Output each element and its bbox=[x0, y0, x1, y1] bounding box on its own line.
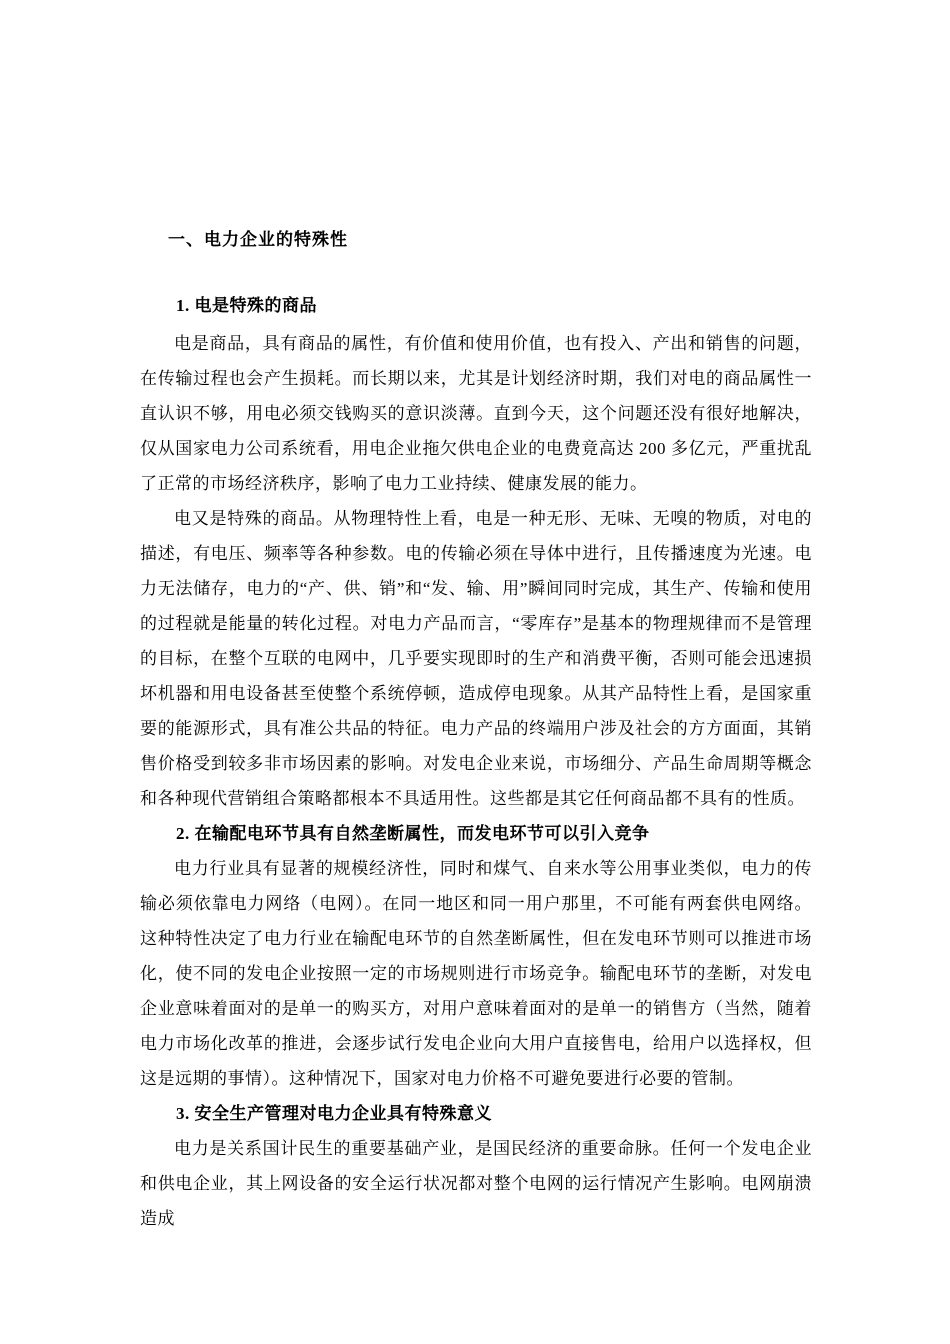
document-title: 一、电力企业的特殊性 bbox=[168, 230, 348, 249]
section-3-heading: 3. 安全生产管理对电力企业具有特殊意义 bbox=[176, 1104, 492, 1123]
paragraph: 电力行业具有显著的规模经济性，同时和煤气、自来水等公用事业类似，电力的传输必须依靠电力网络（电网）。在同一地区和同一用户那里，不可能有两套供电网络。这种特性决定了电力行业在输配电环节的自然垄断属性，但在发电环节则可以推进市场化，使不同的发电企业按照一定的市场规则进行市场竞争。输配电环节的垄断，对发电企业意味着面对的是单一的购买方，对用户意味着面对的是单一的销售方（当然，随着电力市场化改革的推进，会逐步试行发电企业向大用户直接售电，给用户以选择权，但这是远期的事情）。这种情况下，国家对电力价格不可避免要进行必要的管制。 bbox=[140, 859, 812, 1088]
section-2-heading: 2. 在输配电环节具有自然垄断属性，而发电环节可以引入竞争 bbox=[176, 824, 650, 843]
paragraph: 电是商品，具有商品的属性，有价值和使用价值，也有投入、产出和销售的问题，在传输过程也会产生损耗。而长期以来，尤其是计划经济时期，我们对电的商品属性一直认识不够，用电必须交钱购买的意识淡薄。直到今天，这个问题还没有很好地解决，仅从国家电力公司系统看，用电企业拖欠供电企业的电费竟高达 200 多亿元，严重扰乱了正常的市场经济秩序，影响了电力工业持续、健康发展的能力。 bbox=[140, 334, 812, 493]
section-3 bbox=[140, 1096, 812, 1236]
section-1-heading: 1. 电是特殊的商品 bbox=[176, 296, 317, 315]
section-2 bbox=[140, 816, 812, 1096]
paragraph: 电力是关系国计民生的重要基础产业，是国民经济的重要命脉。任何一个发电企业和供电企业，其上网设备的安全运行状况都对整个电网的运行情况产生影响。电网崩溃造成 bbox=[140, 1139, 812, 1228]
section-1 bbox=[140, 288, 812, 816]
paragraph: 电又是特殊的商品。从物理特性上看，电是一种无形、无味、无嗅的物质，对电的描述，有电压、频率等各种参数。电的传输必须在导体中进行，且传播速度为光速。电力无法储存，电力的“产、供、销”和“发、输、用”瞬间同时完成，其生产、传输和使用的过程就是能量的转化过程。对电力产品而言，“零库存”是基本的物理规律而不是管理的目标，在整个互联的电网中，几乎要实现即时的生产和消费平衡，否则可能会迅速损坏机器和用电设备甚至使整个系统停顿，造成停电现象。从其产品特性上看，是国家重要的能源形式，具有准公共品的特征。电力产品的终端用户涉及社会的方方面面，其销售价格受到较多非市场因素的影响。对发电企业来说，市场细分、产品生命周期等概念和各种现代营销组合策略都根本不具适用性。这些都是其它任何商品都不具有的性质。 bbox=[140, 509, 812, 808]
